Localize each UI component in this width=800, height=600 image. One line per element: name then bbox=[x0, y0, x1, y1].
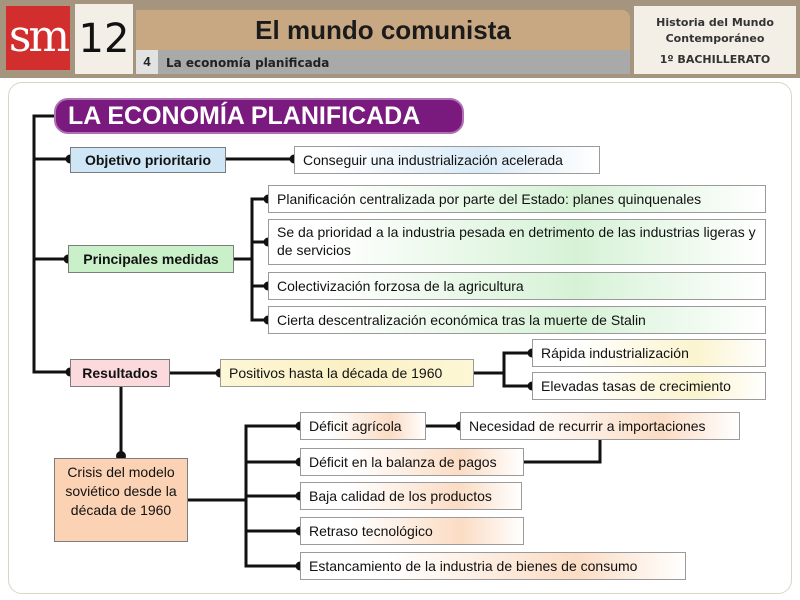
category-resultados: Resultados bbox=[70, 359, 170, 387]
category-objetivo: Objetivo prioritario bbox=[70, 147, 226, 173]
objetivo-item: Conseguir una industrialización acelerada bbox=[294, 146, 600, 174]
link-positivos-tree bbox=[474, 353, 532, 386]
crisis-item-4: Retraso tecnológico bbox=[300, 517, 524, 545]
link-crisis-tree bbox=[188, 426, 300, 566]
crisis-item-3: Baja calidad de los productos bbox=[300, 482, 522, 510]
course-level: 1º BACHILLERATO bbox=[659, 53, 771, 66]
medida-item-4: Cierta descentralización económica tras la muerte de Stalin bbox=[268, 306, 766, 334]
resultados-positivos: Positivos hasta la década de 1960 bbox=[220, 359, 474, 387]
unit-number: 12 bbox=[75, 4, 133, 74]
publisher-logo: sm bbox=[6, 6, 70, 70]
category-crisis: Crisis del modelo soviético desde la década de 1960 bbox=[54, 458, 188, 542]
medida-item-3: Colectivización forzosa de la agricultura bbox=[268, 272, 766, 300]
crisis-item-1: Déficit agrícola bbox=[300, 412, 426, 440]
link-medidas-tree bbox=[234, 199, 268, 320]
spine-line bbox=[34, 116, 70, 372]
positivo-item-1: Rápida industrialización bbox=[532, 339, 766, 367]
page-title: El mundo comunista bbox=[136, 10, 630, 50]
section-title: La economía planificada bbox=[166, 56, 330, 70]
crisis-item-2: Déficit en la balanza de pagos bbox=[300, 448, 524, 476]
section-number: 4 bbox=[136, 50, 158, 74]
importaciones-item: Necesidad de recurrir a importaciones bbox=[460, 412, 740, 440]
positivo-item-2: Elevadas tasas de crecimiento bbox=[532, 372, 766, 400]
subject-line-1: Historia del Mundo bbox=[656, 16, 774, 29]
crisis-item-5: Estancamiento de la industria de bienes de consumo bbox=[300, 552, 686, 580]
category-medidas: Principales medidas bbox=[68, 245, 234, 273]
diagram-title: LA ECONOMÍA PLANIFICADA bbox=[54, 98, 464, 134]
medida-item-1: Planificación centralizada por parte del Estado: planes quinquenales bbox=[268, 185, 766, 213]
subject-line-2: Contemporáneo bbox=[665, 32, 765, 45]
medida-item-2: Se da prioridad a la industria pesada en detrimento de las industrias ligeras y de servicios bbox=[268, 219, 766, 265]
